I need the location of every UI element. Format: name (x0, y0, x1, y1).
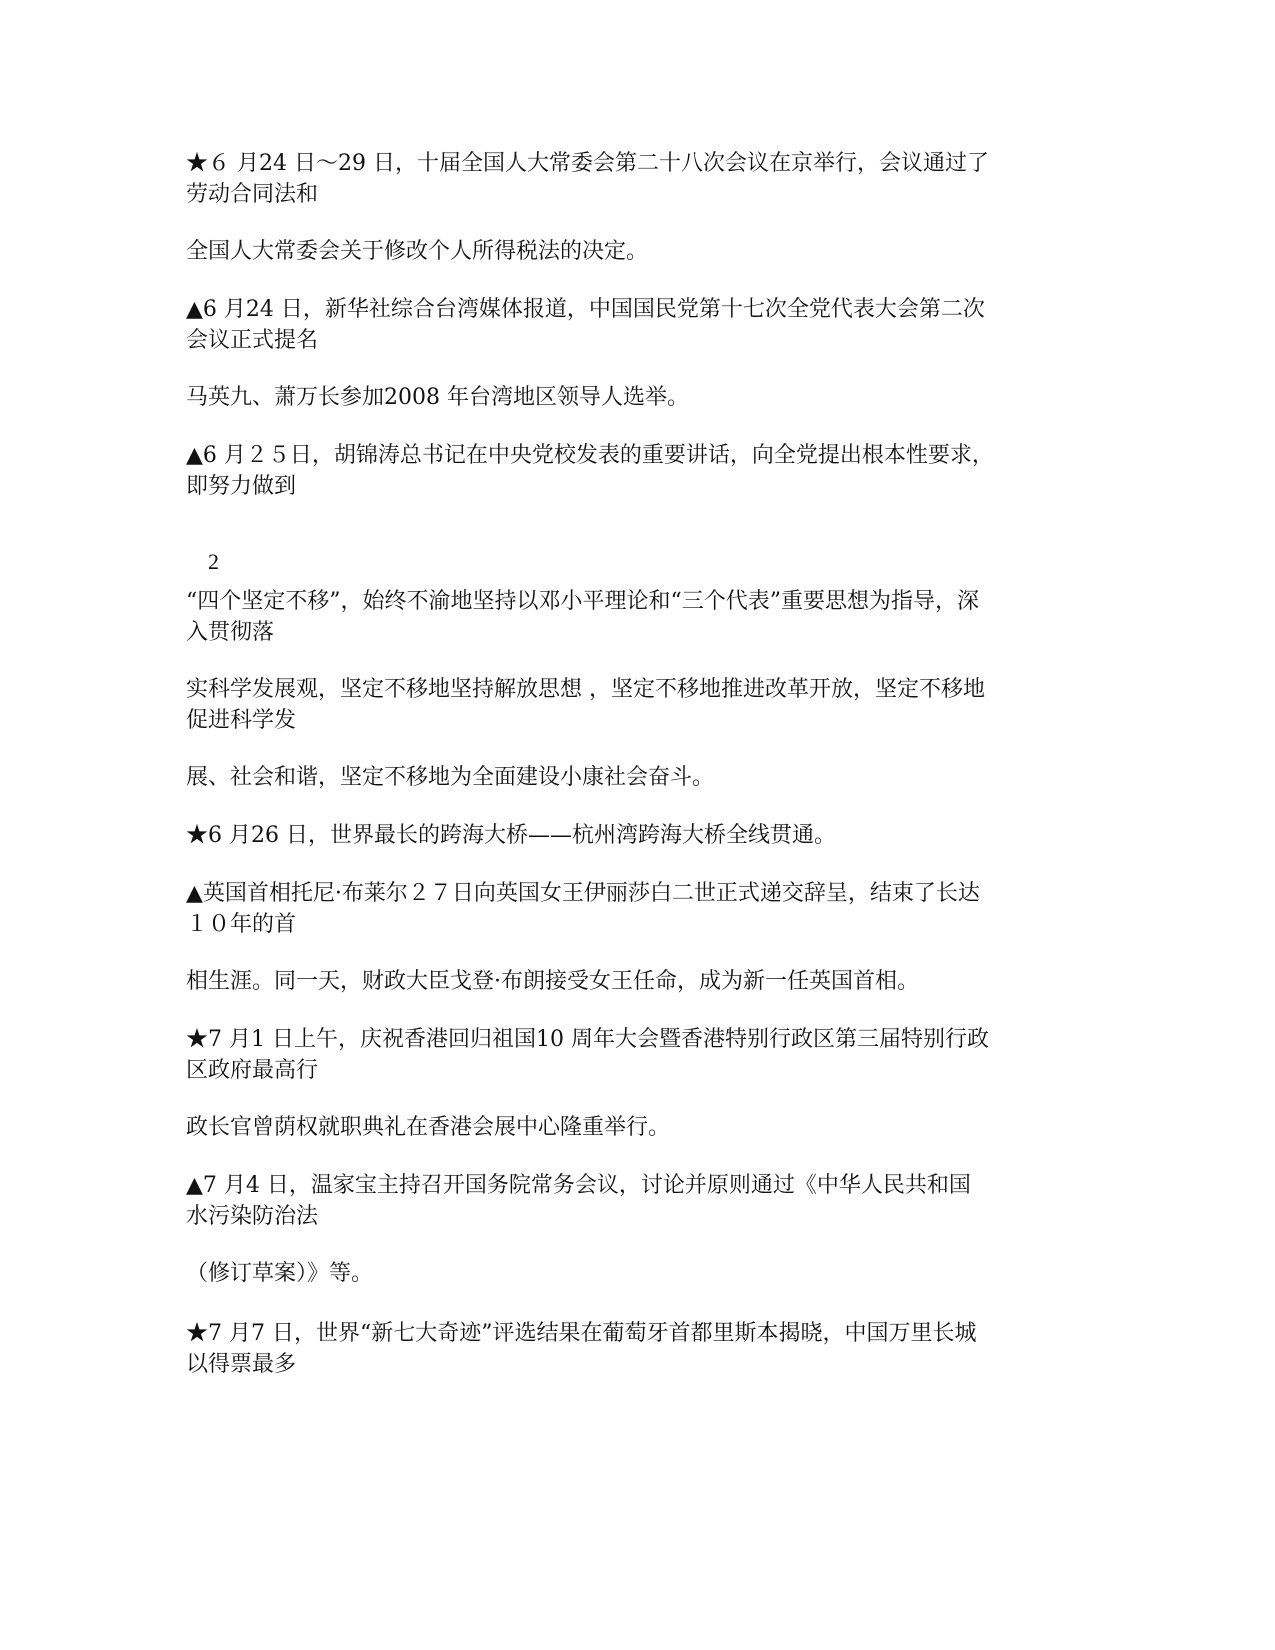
paragraph-4 (186, 382, 1086, 413)
paragraph-line: 即努力做到 (186, 474, 297, 499)
paragraph-line: ★7 月1 日上午，庆祝香港回归祖国10 周年大会暨香港特别行政区第三届特别行政 (186, 1027, 989, 1052)
paragraph-line: 以得票最多 (186, 1352, 297, 1377)
paragraph-line: ▲英国首相托尼·布莱尔２７日向英国女王伊丽莎白二世正式递交辞呈，结束了长达 (186, 881, 980, 906)
paragraph-16 (186, 1318, 1086, 1380)
paragraph-line: 马英九、萧万长参加2008 年台湾地区领导人选举。 (186, 385, 689, 410)
paragraph-line: 政长官曾荫权就职典礼在香港会展中心隆重举行。 (186, 1115, 671, 1140)
paragraph-line: ★7 月7 日，世界“新七大奇迹”评选结果在葡萄牙首都里斯本揭晓，中国万里长城 (186, 1321, 977, 1346)
paragraph-line: 展、社会和谐，坚定不移地为全面建设小康社会奋斗。 (186, 765, 715, 790)
page-number: 2 (208, 549, 219, 574)
paragraph-8 (186, 762, 1086, 793)
paragraph-13 (186, 1112, 1086, 1143)
paragraph-line: （修订草案）》等。 (186, 1261, 374, 1286)
paragraph-line: ★6 月26 日，世界最长的跨海大桥——杭州湾跨海大桥全线贯通。 (186, 823, 836, 848)
paragraph-10 (186, 878, 1086, 940)
paragraph-line: ▲6 月24 日，新华社综合台湾媒体报道，中国国民党第十七次全党代表大会第二次 (186, 297, 985, 322)
paragraph-11 (186, 966, 1086, 997)
paragraph-6 (186, 586, 1086, 648)
paragraph-line: “四个坚定不移”，始终不渝地坚持以邓小平理论和“三个代表”重要思想为指导，深 (186, 589, 979, 614)
paragraph-line: 水污染防治法 (186, 1204, 319, 1229)
paragraph-9 (186, 820, 1086, 851)
paragraph-line: 全国人大常委会关于修改个人所得税法的决定。 (186, 239, 649, 264)
paragraph-line: ★６ 月24 日～29 日，十届全国人大常委会第二十八次会议在京举行，会议通过了 (186, 151, 989, 176)
paragraph-line: 区政府最高行 (186, 1058, 319, 1083)
paragraph-line: 入贯彻落 (186, 620, 275, 645)
paragraph-1 (186, 148, 1086, 210)
paragraph-12 (186, 1024, 1086, 1086)
paragraph-line: 相生涯。同一天，财政大臣戈登·布朗接受女王任命，成为新一任英国首相。 (186, 969, 919, 994)
paragraph-line: 会议正式提名 (186, 328, 319, 353)
paragraph-line: １０年的首 (186, 912, 297, 937)
paragraph-3 (186, 294, 1086, 356)
paragraph-7 (186, 674, 1086, 736)
paragraph-14 (186, 1170, 1086, 1232)
paragraph-line: 实科学发展观，坚定不移地坚持解放思想 ，坚定不移地推进改革开放，坚定不移地 (186, 677, 985, 702)
paragraph-15 (186, 1258, 1086, 1289)
paragraph-line: ▲7 月4 日，温家宝主持召开国务院常务会议，讨论并原则通过《中华人民共和国 (186, 1173, 971, 1198)
paragraph-2 (186, 236, 1086, 267)
paragraph-line: 劳动合同法和 (186, 182, 319, 207)
paragraph-5 (186, 440, 1086, 502)
paragraph-line: ▲6 月２５日，胡锦涛总书记在中央党校发表的重要讲话，向全党提出根本性要求， (186, 443, 994, 468)
paragraph-line: 促进科学发 (186, 708, 297, 733)
